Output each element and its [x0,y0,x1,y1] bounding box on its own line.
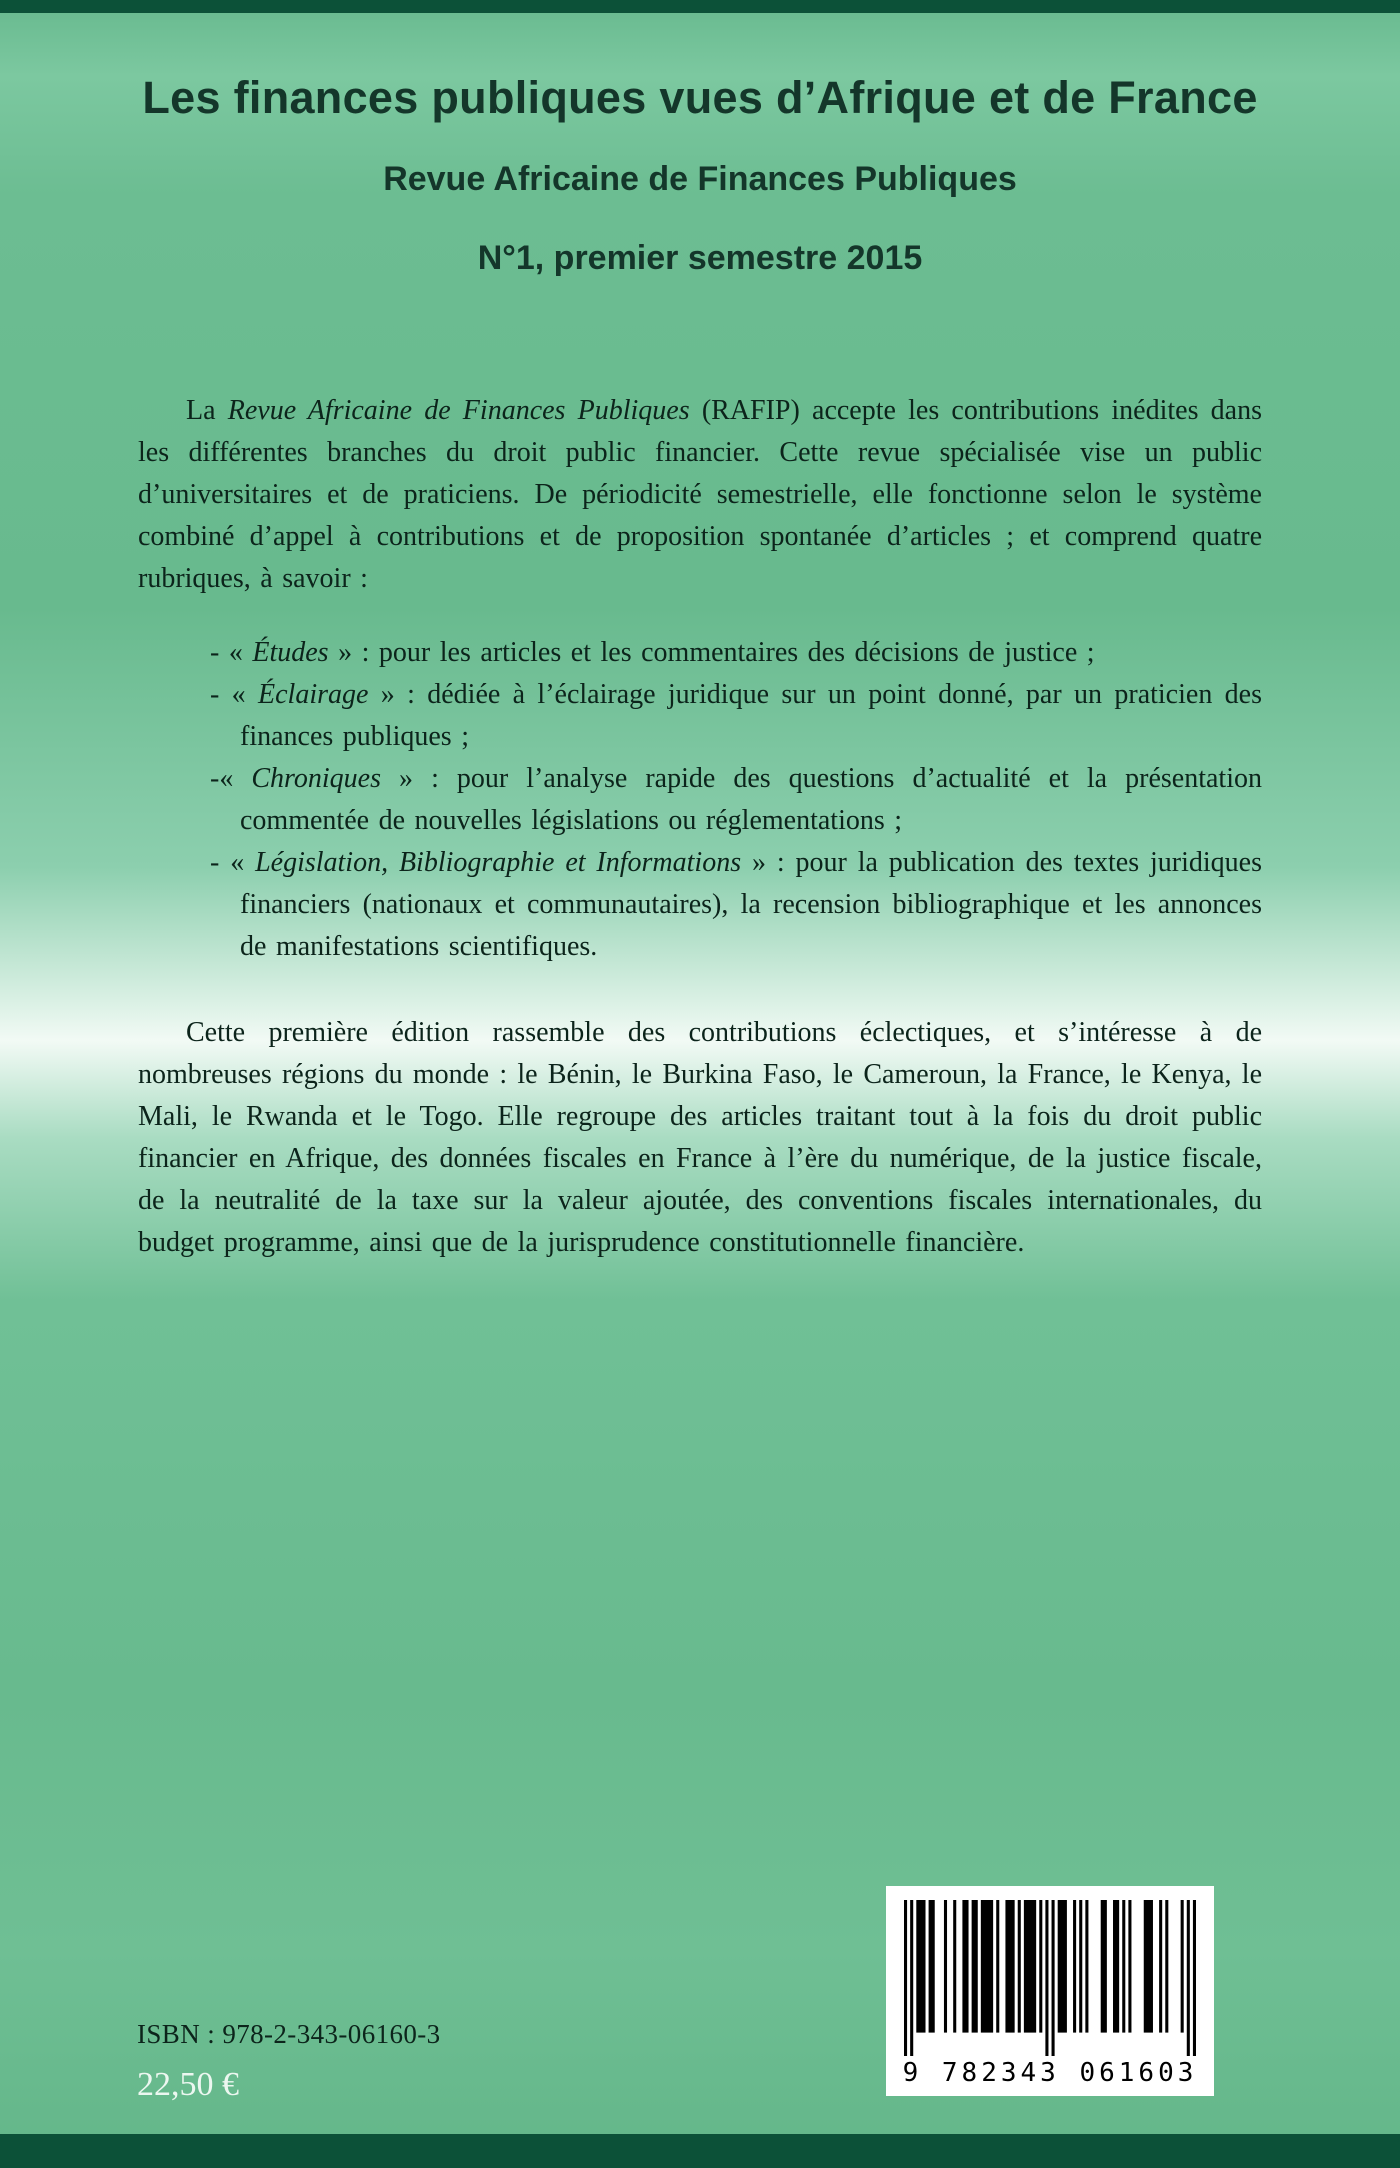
isbn-price-block [137,2019,441,2104]
rubrique-prefix: - « [210,679,259,710]
rubrique-item-etudes [210,632,1262,674]
rubrique-prefix: -« [210,763,252,794]
journal-name: Revue Africaine de Finances Publiques [383,160,1017,198]
top-edge-bar [0,0,1400,13]
intro-lead: La [186,395,228,426]
intro-journal-italic: Revue Africaine de Finances Publiques [227,395,690,426]
rubrique-text: » : pour les articles et les commentaires des décisions de justice ; [328,637,1095,668]
rubrique-item-legislation [210,842,1262,968]
barcode-bars [904,1900,1196,2056]
price-text: 22,50 € [137,2066,239,2103]
rubrique-prefix: - « [210,847,256,878]
isbn-text: ISBN : 978-2-343-06160-3 [137,2019,441,2049]
rubrique-name: Législation, Bibliographie et Informations [255,847,742,878]
rubrique-item-eclairage [210,674,1262,758]
rubriques-list [138,632,1262,968]
barcode [886,1886,1214,2096]
issue-number: N°1, premier semestre 2015 [477,239,923,277]
barcode-number: 9 782343 061603 [902,2058,1198,2088]
rubrique-name: Études [252,637,329,668]
intro-paragraph [138,390,1262,600]
rubrique-text: » : dédiée à l’éclairage juridique sur un point donné, par un praticien des finances publiques ; [240,679,1262,752]
rubrique-text: » : pour l’analyse rapide des questions d’actualité et la présentation commentée de nouvelles législations ou réglementations ; [240,763,1262,836]
cover-header [0,0,1400,278]
bottom-edge-bar [0,2134,1400,2168]
book-title: Les finances publiques vues d’Afrique et de France [142,72,1258,123]
edition-paragraph: Cette première édition rassemble des contributions éclectiques, et s’intéresse à de nombreuses régions du monde : le Bénin, le Burkina Faso, le Cameroun, la France, le Kenya, le Mali, le Rwanda et le Togo. Elle regroupe des articles traitant tout à la fois du droit public financier en Afrique, des données fiscales en France à l’ère du numérique, de la justice fiscale, de la neutralité de la taxe sur la valeur ajoutée, des conventions fiscales internationales, du budget programme, ainsi que de la jurisprudence constitutionnelle financière. [138,1017,1262,1258]
rubrique-item-chroniques [210,758,1262,842]
rubrique-prefix: - « [210,637,253,668]
rubrique-text: » : pour la publication des textes juridiques financiers (nationaux et communautaires), la recension bibliographique et les annonces de manifestations scientifiques. [240,847,1262,962]
rubrique-name: Chroniques [251,763,381,794]
rubrique-name: Éclairage [258,679,369,710]
intro-rest: (RAFIP) accepte les contributions inédites dans les différentes branches du droit public financier. Cette revue spécialisée vise un public d’universitaires et de praticiens. De périodicité semestrielle, elle fonctionne selon le système combiné d’appel à contributions et de proposition spontanée d’articles ; et comprend quatre rubriques, à savoir : [138,395,1262,594]
back-cover-text [0,390,1400,1264]
